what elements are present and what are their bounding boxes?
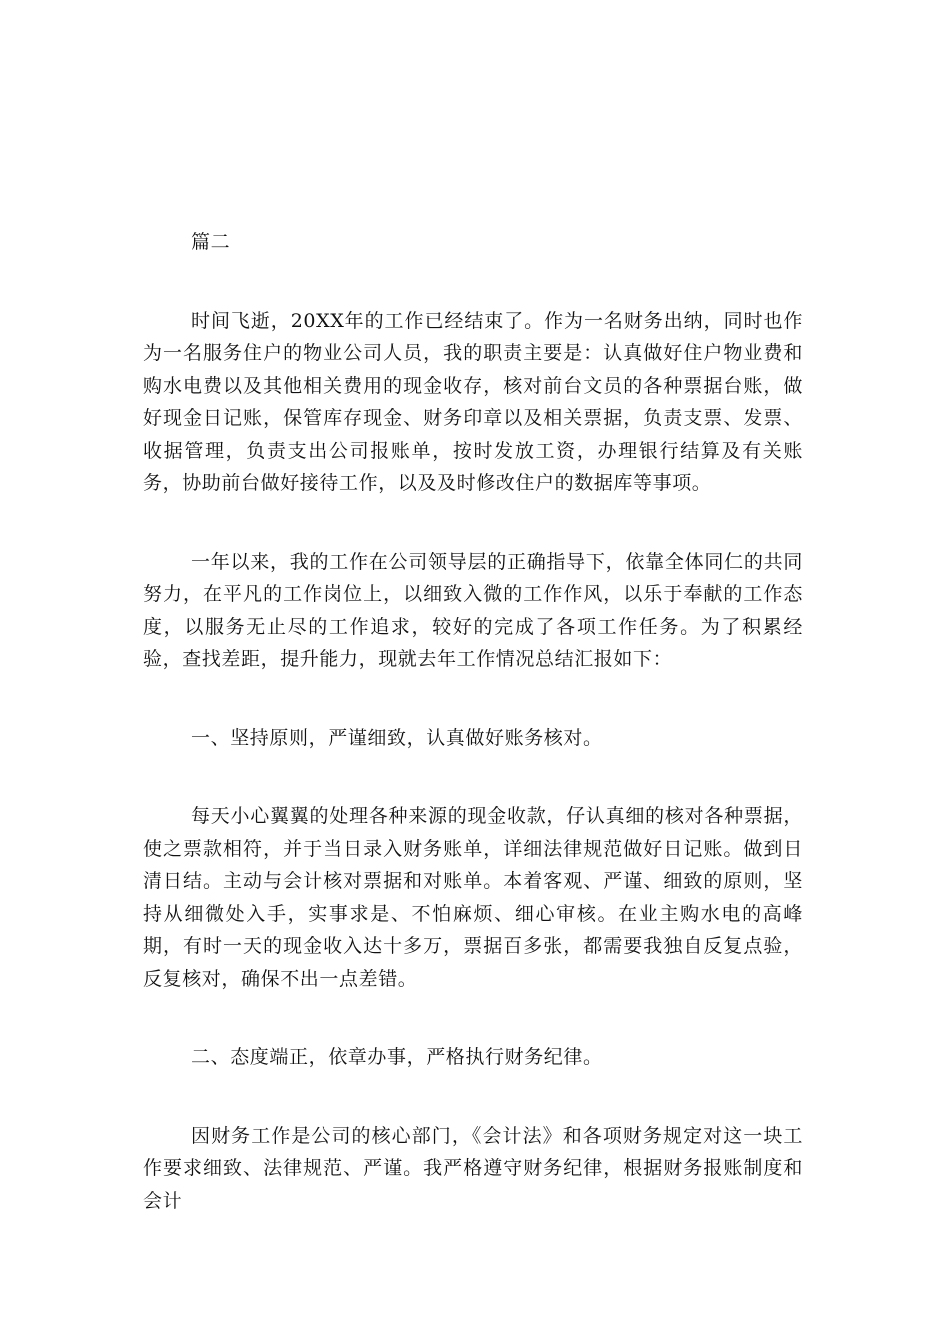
document-body xyxy=(143,226,803,1217)
paragraph-summary: 一年以来，我的工作在公司领导层的正确指导下，依靠全体同仁的共同努力，在平凡的工作岗位上，以细致入微的工作作风，以乐于奉献的工作态度，以服务无止尽的工作追求，较好的完成了各项工作任务。为了积累经验，查找差距，提升能力，现就去年工作情况总结汇报如下： xyxy=(143,550,803,670)
paragraph-two: 因财务工作是公司的核心部门，《会计法》和各项财务规定对这一块工作要求细致、法律规范、严谨。我严格遵守财务纪律，根据财务报账制度和会计 xyxy=(143,1124,803,1212)
paragraph-gap xyxy=(143,500,803,546)
paragraph-gap xyxy=(143,259,803,305)
paragraph-gap xyxy=(143,754,803,800)
paragraph-gap xyxy=(143,1074,803,1120)
paragraph-gap xyxy=(143,676,803,722)
paragraph-one: 每天小心翼翼的处理各种来源的现金收款，仔认真细的核对各种票据，使之票款相符，并于当日录入财务账单，详细法律规范做好日记账。做到日清日结。主动与会计核对票据和对账单。本着客观、严谨、细致的原则，坚持从细微处入手，实事求是、不怕麻烦、细心审核。在业主购水电的高峰期，有时一天的现金收入达十多万，票据百多张，都需要我独自反复点验，反复核对，确保不出一点差错。 xyxy=(143,805,803,990)
paragraph-gap xyxy=(143,995,803,1041)
paragraph-intro: 时间飞逝，20XX年的工作已经结束了。作为一名财务出纳，同时也作为一名服务住户的物业公司人员，我的职责主要是：认真做好住户物业费和购水电费以及其他相关费用的现金收存，核对前台文员的各种票据台账，做好现金日记账，保管库存现金、财务印章以及相关票据，负责支票、发票、收据管理，负责支出公司报账单，按时发放工资，办理银行结算及有关账务，协助前台做好接待工作，以及及时修改住户的数据库等事项。 xyxy=(143,309,803,494)
subheading-two: 二、态度端正，依章办事，严格执行财务纪律。 xyxy=(191,1046,603,1068)
section-heading: 篇二 xyxy=(191,231,231,253)
subheading-one: 一、坚持原则，严谨细致，认真做好账务核对。 xyxy=(191,726,603,749)
